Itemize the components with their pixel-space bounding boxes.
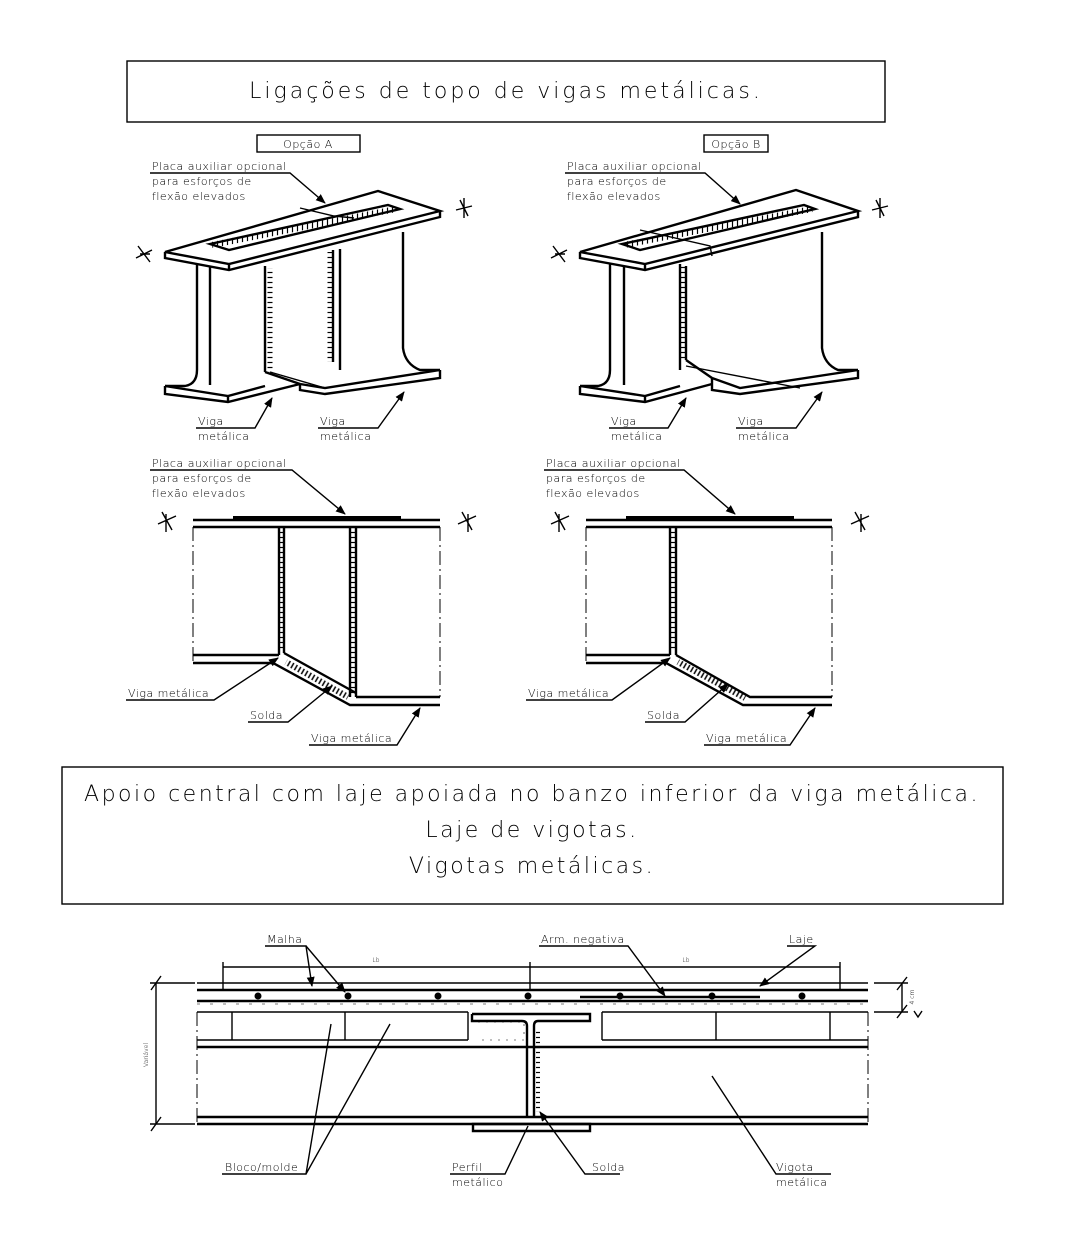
profile-label-1: Perfil: [452, 1161, 483, 1174]
lb-label-right: Lb: [682, 957, 690, 964]
beam-label-b-right1: Viga: [738, 415, 764, 428]
web-a-right: [403, 232, 440, 370]
mesh-label: Malha: [267, 933, 303, 946]
bottom-title-box: [62, 767, 1003, 904]
beam-label-b-left2: metálica: [611, 430, 663, 443]
beam-label-a-right2: metálica: [320, 430, 372, 443]
plate-label-a3: flexão elevados: [152, 190, 246, 203]
i-profile: [472, 1014, 590, 1131]
slab-label: Laje: [789, 933, 814, 946]
neg-reinf-label: Arm. negativa: [541, 933, 625, 946]
slab-section: [143, 933, 922, 1189]
beam-label-a-left1: Viga: [198, 415, 224, 428]
plate-label-a2: para esforços de: [152, 175, 252, 188]
joist-label-1: Vigota: [776, 1161, 814, 1174]
plate-label-a-elev2: para esforços de: [152, 472, 252, 485]
option-b-iso: [551, 135, 888, 443]
option-a-label: Opção A: [283, 138, 333, 151]
block-label: Bloco/molde: [225, 1161, 299, 1174]
option-b-elevation: [526, 457, 869, 745]
weld-label-a: Solda: [250, 709, 283, 722]
top-title: Ligações de topo de vigas metálicas.: [249, 79, 763, 104]
option-a-elevation: [126, 457, 476, 745]
variable-label: Variável: [143, 1042, 150, 1068]
plate-label-b2: para esforços de: [567, 175, 667, 188]
beam-label-b-elev-right: Viga metálica: [706, 732, 788, 745]
web-b-left: [580, 264, 610, 386]
bottom-title-3: Vigotas metálicas.: [408, 854, 656, 879]
web-b-right: [822, 232, 858, 370]
web-a-left: [165, 264, 197, 386]
plate-label-b-elev3: flexão elevados: [546, 487, 640, 500]
weld-label-b: Solda: [647, 709, 680, 722]
option-a-iso: [136, 135, 472, 443]
plate-label-a1: Placa auxiliar opcional: [152, 160, 287, 173]
profile-label-2: metálico: [452, 1176, 504, 1189]
beam-label-b-left1: Viga: [611, 415, 637, 428]
beam-label-b-elev-left: Viga metálica: [528, 687, 610, 700]
beam-label-a-elev-right: Viga metálica: [311, 732, 393, 745]
plate-label-b1: Placa auxiliar opcional: [567, 160, 702, 173]
beam-label-a-right1: Viga: [320, 415, 346, 428]
beam-label-a-left2: metálica: [198, 430, 250, 443]
plate-label-b-elev2: para esforços de: [546, 472, 646, 485]
option-b-label: Opção B: [711, 138, 761, 151]
weld-label-section: Solda: [592, 1161, 625, 1174]
lb-label-left: Lb: [372, 957, 380, 964]
plate-label-a-elev3: flexão elevados: [152, 487, 246, 500]
plate-label-b-elev1: Placa auxiliar opcional: [546, 457, 681, 470]
beam-label-b-right2: metálica: [738, 430, 790, 443]
beam-label-a-elev-left: Viga metálica: [128, 687, 210, 700]
top-title-box: [127, 61, 885, 122]
bottom-title-1: Apoio central com laje apoiada no banzo inferior da viga metálica.: [84, 782, 980, 807]
joist-label-2: metálica: [776, 1176, 828, 1189]
plate-label-b3: flexão elevados: [567, 190, 661, 203]
bottom-title-2: Laje de vigotas.: [425, 818, 639, 843]
plate-label-a-elev1: Placa auxiliar opcional: [152, 457, 287, 470]
dim-4cm-label: 4 cm: [909, 989, 916, 1005]
